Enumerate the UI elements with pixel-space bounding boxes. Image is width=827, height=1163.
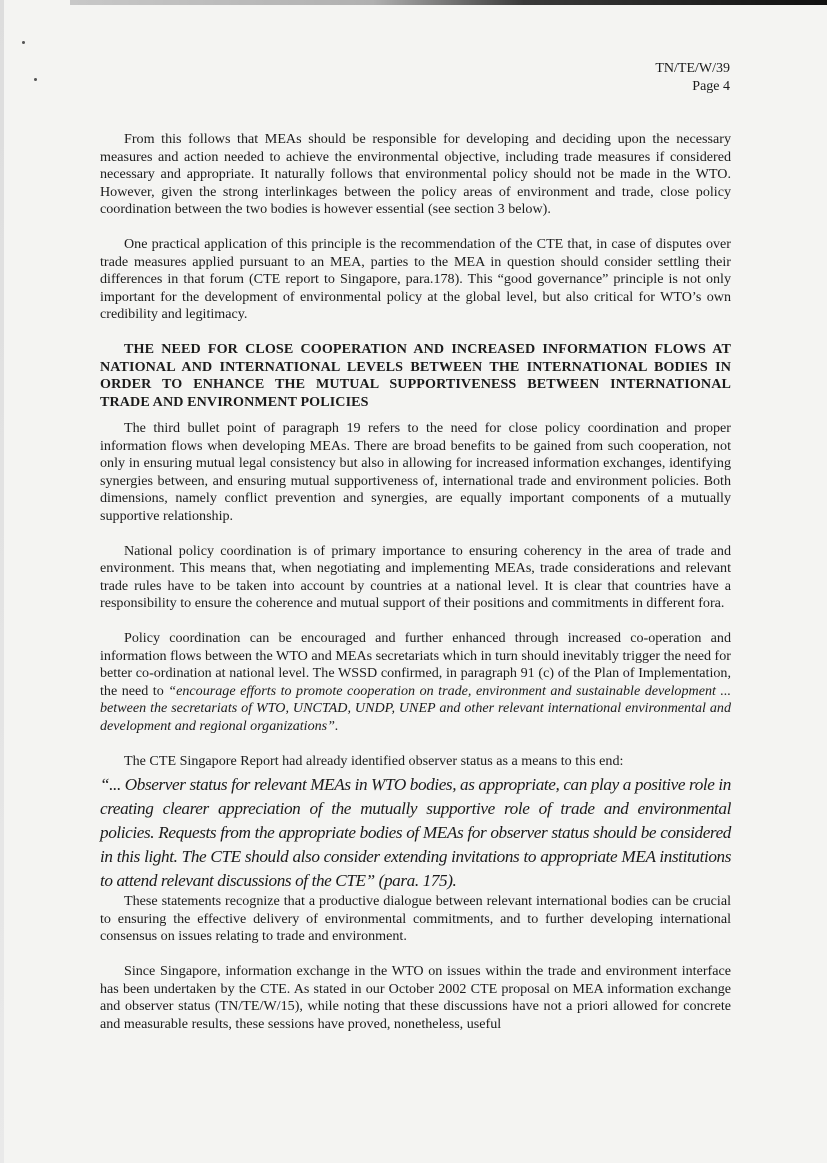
document-body (100, 131, 731, 1051)
paragraph-dispute-settlement: One practical application of this principle is the recommendation of the CTE that, in case of disputes over trade measures applied pursuant to an MEA, parties to the MEA in question should consider settling their differences in that forum (CTE report to Singapore, para.178). This “good governance” principle is not only important for the development of environmental policy at the global level, but also critical for WTO’s own credibility and legitimacy. (100, 236, 731, 322)
document-symbol: TN/TE/W/39 (655, 61, 730, 76)
section-heading: THE NEED FOR CLOSE COOPERATION AND INCREASED INFORMATION FLOWS AT NATIONAL AND INTERNATIONAL LEVELS BETWEEN THE INTERNATIONAL BODIES IN ORDER TO ENHANCE THE MUTUAL SUPPORTIVENESS BETWEEN INTERNATIONAL TRADE AND ENVIRONMENT POLICIES (100, 341, 731, 410)
paragraph-third-bullet: The third bullet point of paragraph 19 refers to the need for close policy coordination and proper information flows when developing MEAs. There are broad benefits to be gained from such cooperation, not only in ensuring mutual legal consistency but also in allowing for increased information exchanges, identifying synergies between, and ensuring mutual supportiveness of, international trade and environment policies. Both dimensions, namely conflict prevention and synergies, are equally important components of a mutually supportive relationship. (100, 420, 731, 524)
quote-text: “... Observer status for relevant MEAs in WTO bodies, as appropriate, can play a positive role in creating clearer appreciation of the mutually supportive role of trade and environmental policies. Requests from the appropriate bodies of MEAs for observer status should be considered in this light. The CTE should also consider extending invitations to appropriate MEA institutions to attend relevant discussions of the CTE” (100, 775, 731, 890)
paragraph-cte-report: The CTE Singapore Report had already identified observer status as a means to this end: (124, 752, 624, 769)
page-header (655, 60, 730, 96)
wssd-text: Policy coordination can be encouraged and further enhanced through increased co-operation and information flows between the WTO and MEAs secretariats which in turn should inevitably trigger the need for better co-ordination at national level. The WSSD confirmed, in paragraph 91 (c) of the Plan of Implementation, the need to (100, 630, 731, 699)
scan-speck (22, 41, 25, 44)
scan-speck (34, 78, 37, 81)
scan-edge-top (70, 0, 827, 5)
paragraph-productive-dialogue: These statements recognize that a productive dialogue between relevant international bodies can be crucial to ensuring the effective delivery of environmental commitments, and to further developing international consensus on issues relating to trade and environment. (100, 893, 731, 944)
paragraph-policy-coordination (100, 630, 731, 735)
paragraph-since-singapore: Since Singapore, information exchange in the WTO on issues within the trade and environment interface has been undertaken by the CTE. As stated in our October 2002 CTE proposal on MEA information exchange and observer status (TN/TE/W/15), while noting that these discussions have not a priori allowed for concrete and measurable results, these sessions have proved, nonetheless, useful (100, 963, 731, 1032)
wssd-quote: “encourage efforts to promote cooperation on trade, environment and sustainable development ... between the secretariats of WTO, UNCTAD, UNDP, UNEP and other relevant international environmental and development and regional organizations”. (100, 682, 731, 734)
paragraph-mea-responsibility: From this follows that MEAs should be responsible for developing and deciding upon the necessary measures and action needed to achieve the environmental objective, including trade measures if considered necessary and appropriate. It naturally follows that environmental policy should not be made in the WTO. However, given the strong interlinkages between the policy areas of environment and trade, close policy coordination between the two bodies is however essential (see section 3 below). (100, 131, 731, 217)
scan-edge-left (0, 0, 4, 1163)
paragraph-national-coordination: National policy coordination is of primary importance to ensuring coherency in the area of trade and environment. This means that, when negotiating and implementing MEAs, trade considerations and relevant trade rules have to be taken into account by countries at a national level. It is clear that countries have a responsibility to ensure the coherence and mutual support of their positions and commitments in different fora. (100, 542, 731, 611)
page-number: Page 4 (692, 79, 730, 94)
quote-reference: (para. 175). (374, 871, 457, 890)
block-quote-observer-status (100, 773, 731, 893)
